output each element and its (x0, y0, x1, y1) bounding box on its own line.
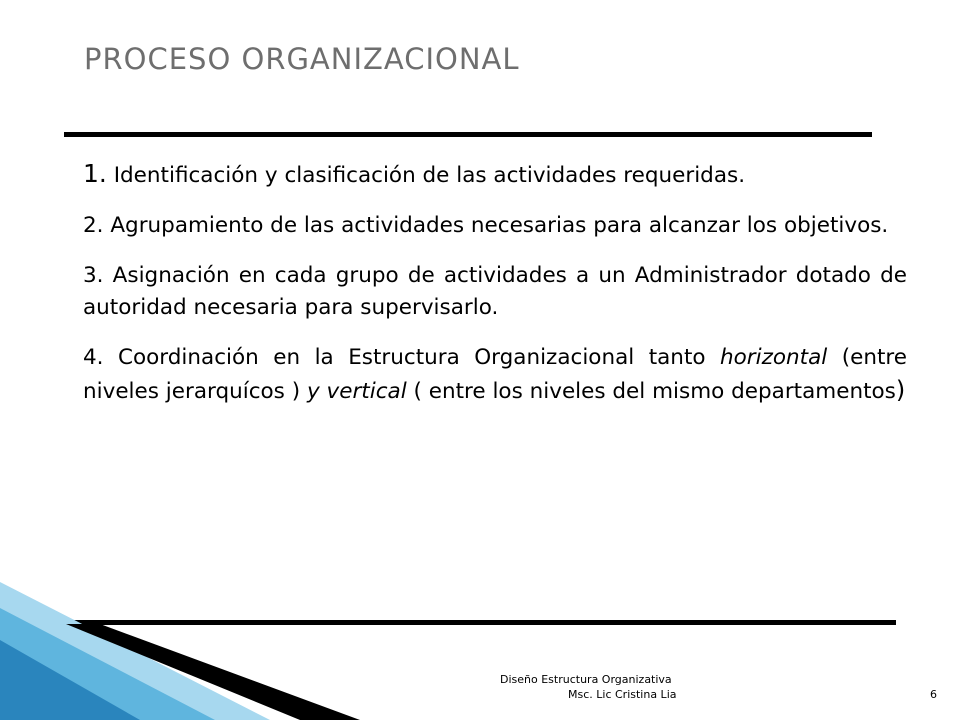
item-4-emphasis-horizontal: horizontal (720, 345, 828, 370)
list-item-2: 2. Agrupamiento de las actividades necesarias para alcanzar los objetivos. (83, 213, 889, 238)
slide-body (83, 158, 907, 408)
footer-course: Diseño Estructura Organizativa (500, 673, 672, 686)
item-4-middle: (entre niveles jerarquícos ) (83, 345, 907, 404)
item-4-rest: ( entre los niveles del mismo departamentos (406, 379, 896, 404)
top-divider (64, 132, 872, 137)
list-item-3: 3. Asignación en cada grupo de actividades a un Administrador dotado de autoridad necesaria para supervisarlo. (83, 263, 907, 320)
page-number: 6 (930, 688, 937, 701)
item-4-lead: 4. Coordinación en la Estructura Organizacional tanto (83, 345, 720, 370)
slide-title: PROCESO ORGANIZACIONAL (84, 42, 520, 76)
item-4-close-paren: ) (895, 376, 906, 404)
footer (500, 672, 677, 702)
corner-decoration (0, 560, 420, 720)
item-1-number: 1. (83, 159, 107, 188)
list-item-1 (83, 158, 907, 192)
item-1-text: Identificación y clasificación de las actividades requeridas. (106, 163, 746, 188)
footer-author: Msc. Lic Cristina Lia (568, 688, 677, 701)
item-4-emphasis-vertical: y vertical (306, 379, 407, 404)
list-item-4 (83, 342, 907, 408)
